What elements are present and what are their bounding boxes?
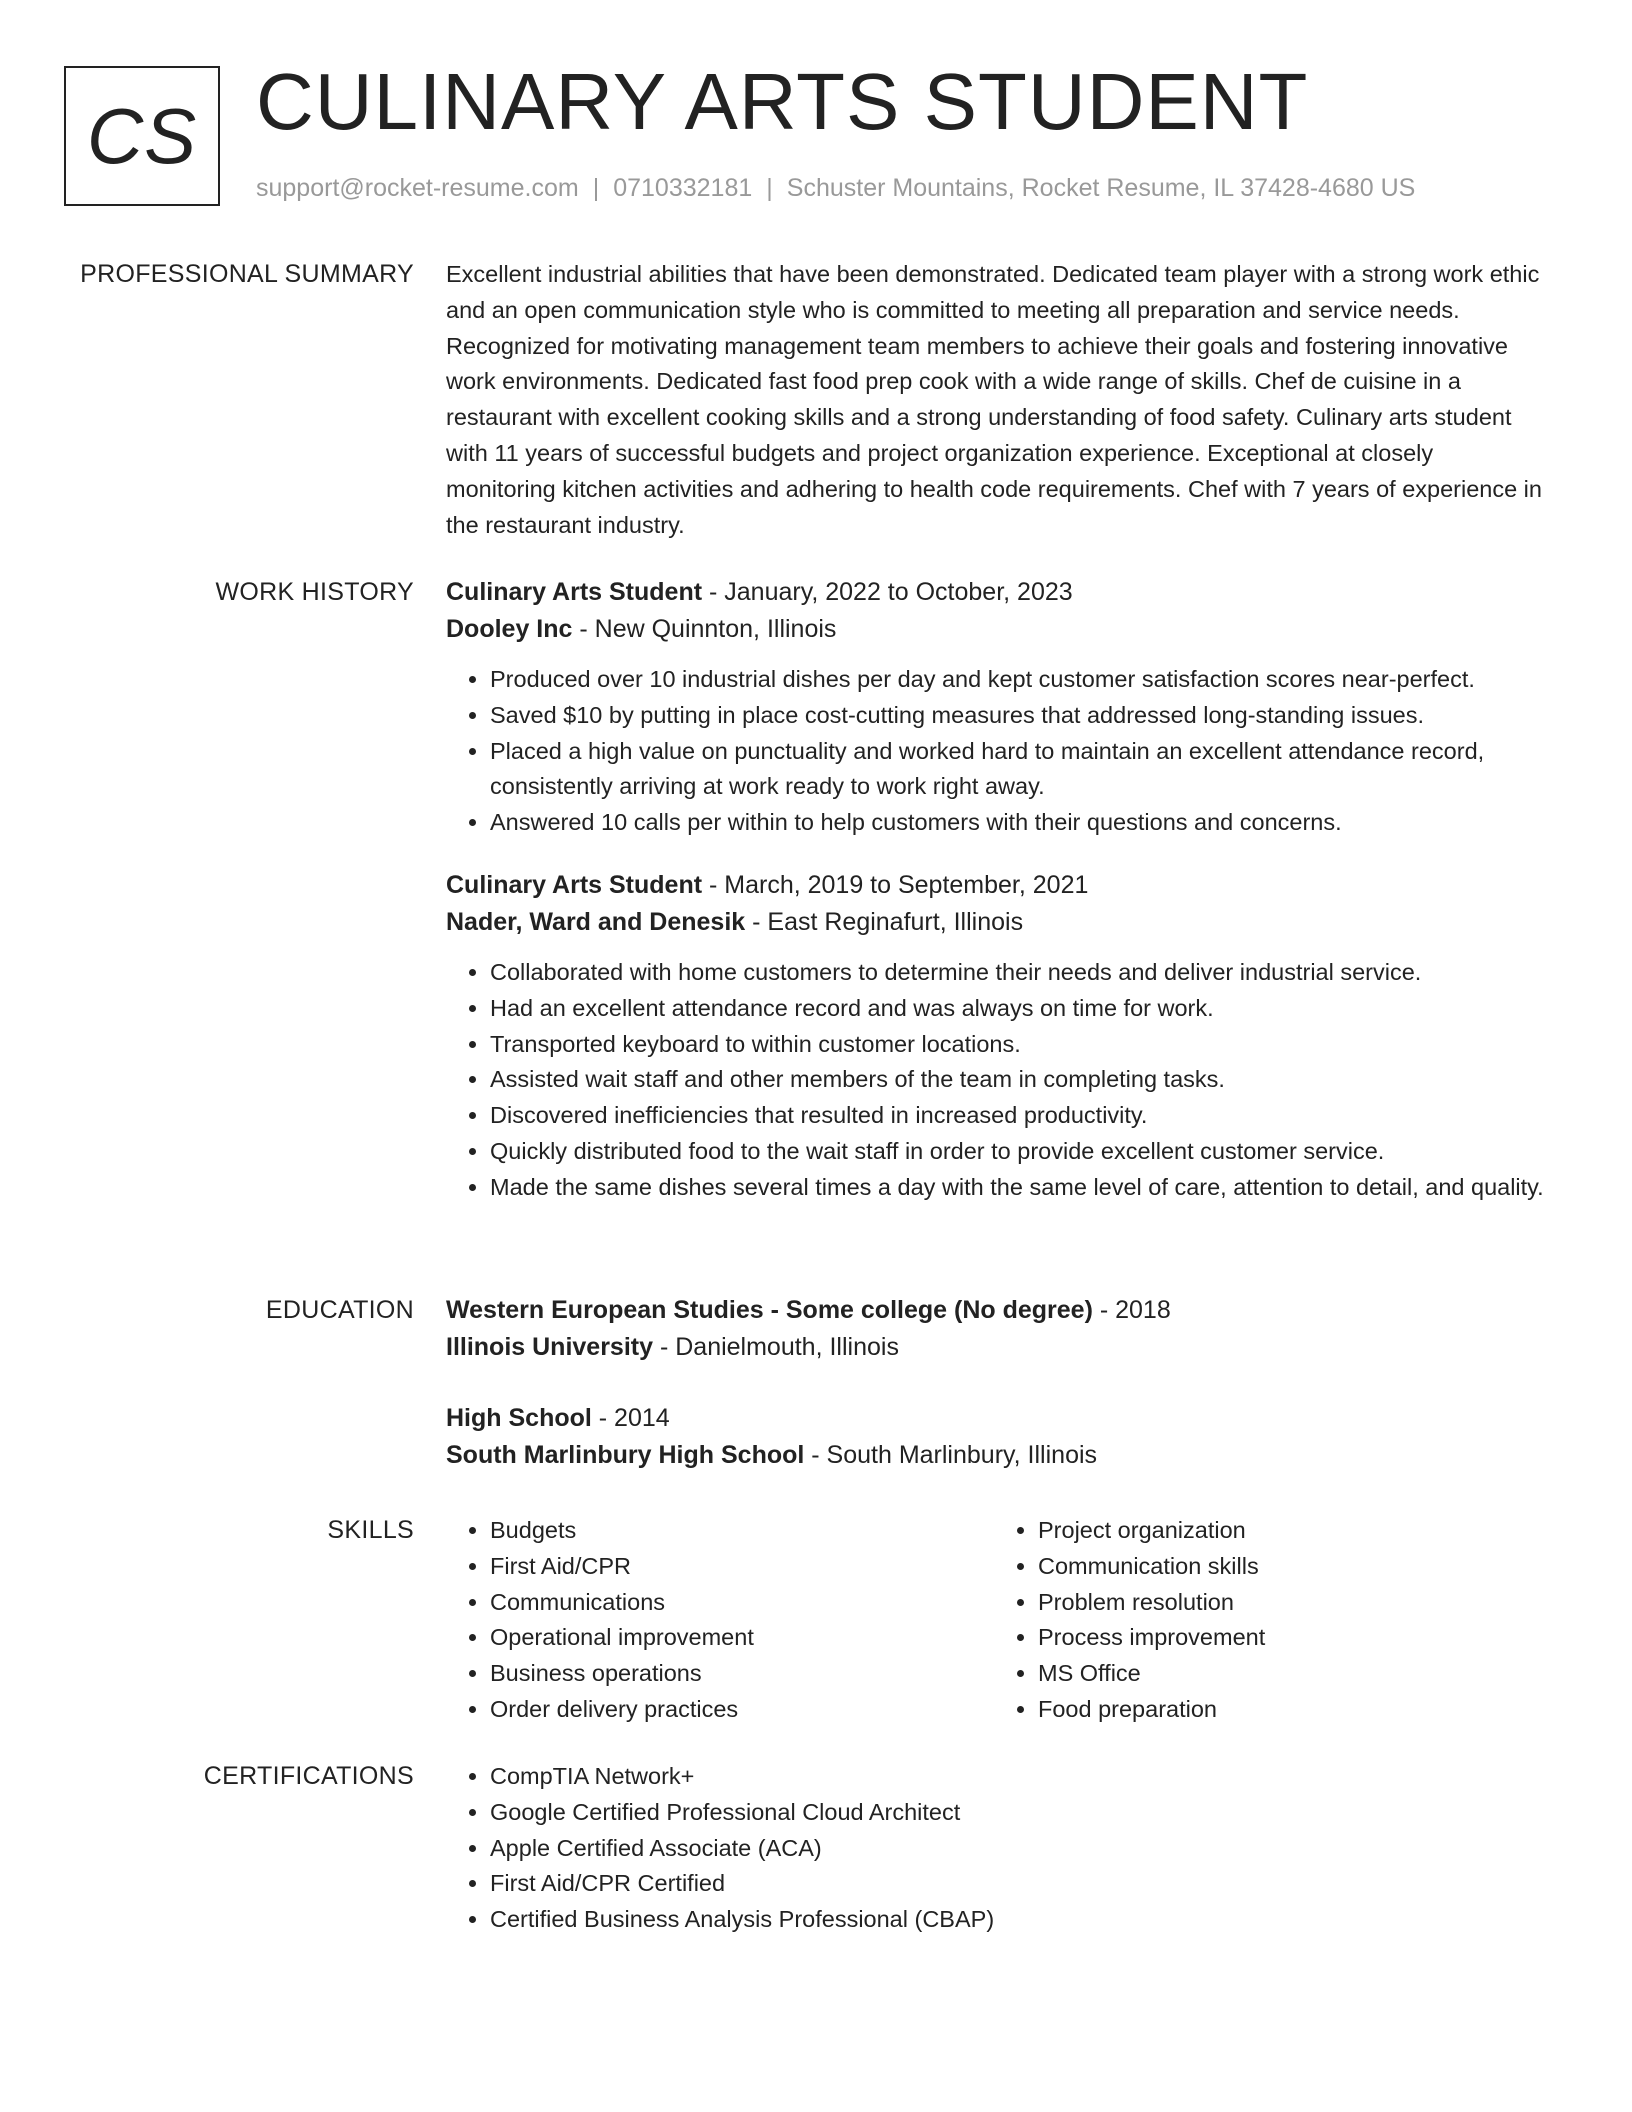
certifications-list [446, 1759, 1546, 1938]
skill-item: • Budgets [490, 1513, 994, 1549]
skill-item: • Process improvement [1038, 1620, 1542, 1656]
job-bullet: • Transported keyboard to within customer locations. [490, 1027, 1546, 1063]
certification-item: • Certified Business Analysis Professional (CBAP) [490, 1902, 1546, 1938]
education-degree: High School [446, 1404, 592, 1432]
certifications-content [446, 1759, 1546, 1938]
job-bullet: • Assisted wait staff and other members of the team in completing tasks. [490, 1062, 1546, 1098]
education-entry [446, 1292, 1546, 1366]
summary-heading: PROFESSIONAL SUMMARY [80, 260, 414, 288]
job-location: - East Reginafurt, Illinois [745, 907, 1024, 936]
job-entry [446, 574, 1546, 841]
education-location: - South Marlinbury, Illinois [804, 1441, 1098, 1469]
job-entry [446, 867, 1546, 1206]
job-dates: - March, 2019 to September, 2021 [702, 870, 1089, 899]
education-school: South Marlinbury High School [446, 1441, 805, 1469]
certification-item: • Apple Certified Associate (ACA) [490, 1831, 1546, 1867]
certifications-heading: CERTIFICATIONS [203, 1762, 414, 1790]
contact-line [256, 174, 1415, 203]
education-degree-line [446, 1292, 1546, 1328]
education-year: - 2018 [1092, 1296, 1171, 1324]
job-bullet: • Quickly distributed food to the wait staff in order to provide excellent customer service. [490, 1134, 1546, 1170]
education-year: - 2014 [591, 1404, 670, 1432]
education-school: Illinois University [446, 1333, 654, 1361]
certification-item: • First Aid/CPR Certified [490, 1866, 1546, 1902]
job-role-line [446, 867, 1546, 903]
job-bullets [446, 955, 1546, 1206]
contact-address: Schuster Mountains, Rocket Resume, IL 37428-4680 US [786, 174, 1416, 202]
skill-item: • Communication skills [1038, 1549, 1542, 1585]
skills-content [446, 1513, 1546, 1728]
education-location: - Danielmouth, Illinois [653, 1333, 899, 1361]
skill-item: • Business operations [490, 1656, 994, 1692]
contact-email[interactable]: support@rocket-resume.com [256, 174, 579, 202]
job-role-line [446, 574, 1546, 610]
job-bullets [446, 662, 1546, 841]
candidate-title: CULINARY ARTS STUDENT [256, 57, 1309, 146]
education-entry [446, 1400, 1546, 1474]
skill-item: • Communications [490, 1585, 994, 1621]
skills-list-right [994, 1513, 1542, 1728]
monogram-initials: CS [86, 91, 198, 180]
job-title: Culinary Arts Student [446, 578, 703, 606]
job-company-line [446, 610, 1546, 648]
education-degree-line [446, 1400, 1546, 1436]
skill-item: • First Aid/CPR [490, 1549, 994, 1585]
job-bullet: • Produced over 10 industrial dishes per day and kept customer satisfaction scores near-perfect. [490, 662, 1546, 698]
education-school-line [446, 1436, 1546, 1474]
skills-list-left [446, 1513, 994, 1728]
job-bullet: • Made the same dishes several times a day with the same level of care, attention to detail, and quality. [490, 1170, 1546, 1206]
summary-text: Excellent industrial abilities that have been demonstrated. Dedicated team player with a strong work ethic and an open communication style who is committed to meeting all preparation and service needs. Recognized for motivating management team members to achieve their goals and fostering innovative work environments. Dedicated fast food prep cook with a wide range of skills. Chef de cuisine in a restaurant with excellent cooking skills and a strong understanding of food safety. Culinary arts student with 11 years of successful budgets and project organization experience. Exceptional at closely monitoring kitchen activities and adhering to health code requirements. Chef with 7 years of experience in the restaurant industry. [446, 261, 1542, 538]
certification-item: • Google Certified Professional Cloud Architect [490, 1795, 1546, 1831]
skill-item: • Project organization [1038, 1513, 1542, 1549]
contact-phone[interactable]: 0710332181 [613, 174, 753, 202]
skill-item: • Problem resolution [1038, 1585, 1542, 1621]
job-bullet: • Placed a high value on punctuality and worked hard to maintain an excellent attendance record, consistently arriving at work ready to work right away. [490, 734, 1546, 806]
education-degree: Western European Studies - Some college (No degree) [446, 1296, 1093, 1324]
certification-item: • CompTIA Network+ [490, 1759, 1546, 1795]
education-heading: EDUCATION [265, 1296, 414, 1324]
skill-item: • Order delivery practices [490, 1692, 994, 1728]
job-company-line [446, 903, 1546, 941]
job-company: Dooley Inc [446, 615, 573, 643]
job-dates: - January, 2022 to October, 2023 [702, 578, 1073, 606]
job-bullet: • Had an excellent attendance record and was always on time for work. [490, 991, 1546, 1027]
education-content [446, 1292, 1546, 1474]
job-bullet: • Answered 10 calls per within to help customers with their questions and concerns. [490, 805, 1546, 841]
job-title: Culinary Arts Student [446, 870, 703, 899]
contact-separator: | [592, 174, 600, 202]
job-location: - New Quinnton, Illinois [572, 615, 837, 643]
skill-item: • MS Office [1038, 1656, 1542, 1692]
work-history-content [446, 574, 1546, 1206]
job-company: Nader, Ward and Denesik [446, 907, 746, 936]
contact-separator: | [766, 174, 773, 202]
skill-item: • Operational improvement [490, 1620, 994, 1656]
skill-item: • Food preparation [1038, 1692, 1542, 1728]
job-bullet: • Discovered inefficiencies that resulted in increased productivity. [490, 1098, 1546, 1134]
job-bullet: • Collaborated with home customers to determine their needs and deliver industrial service. [490, 955, 1546, 991]
work-history-heading: WORK HISTORY [215, 578, 414, 606]
monogram-box [64, 66, 220, 206]
skills-heading: SKILLS [327, 1516, 414, 1544]
education-school-line [446, 1328, 1546, 1366]
job-bullet: • Saved $10 by putting in place cost-cutting measures that addressed long-standing issues. [490, 698, 1546, 734]
